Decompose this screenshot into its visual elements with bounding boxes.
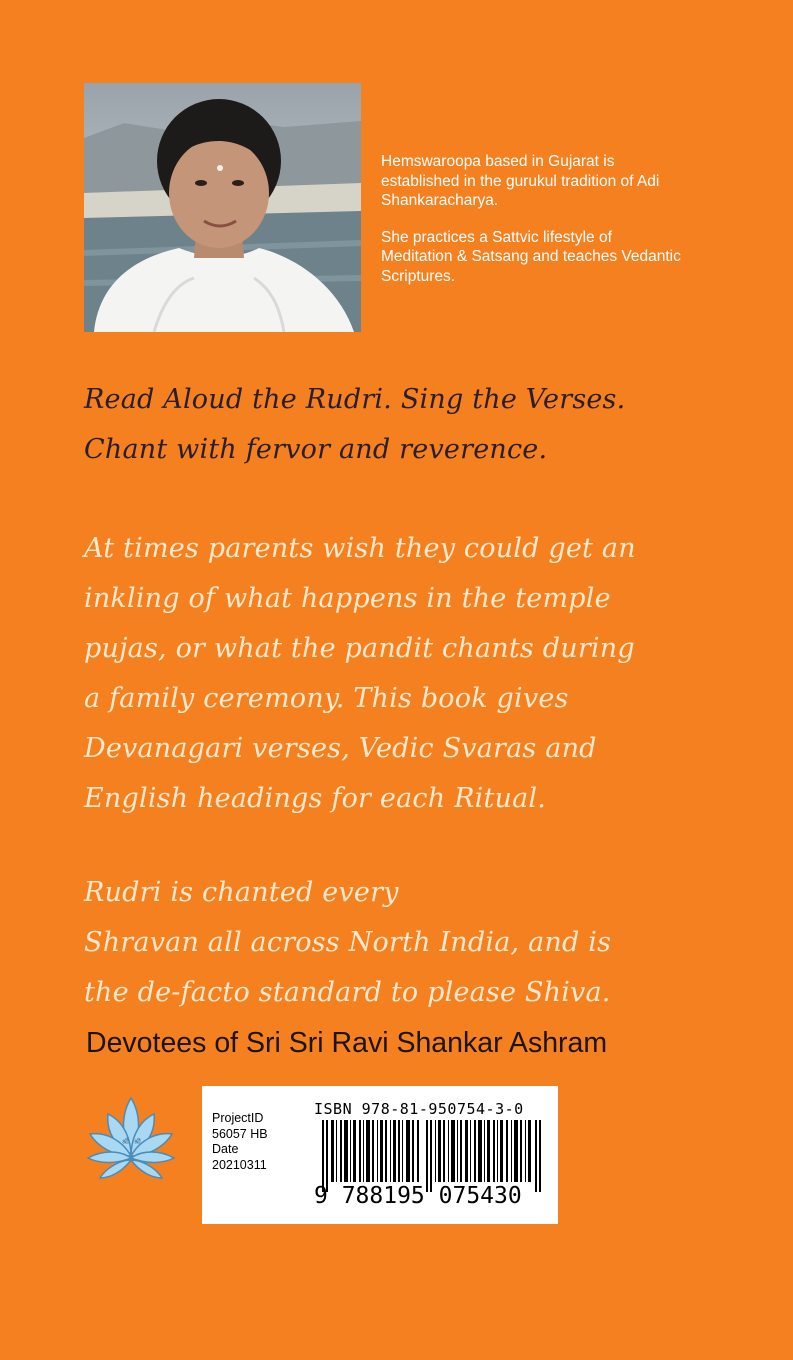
bio-paragraph-2: She practices a Sattvic lifestyle of Meditation & Satsang and teaches Vedantic Scriptures. <box>381 228 681 285</box>
date-value: 20210311 <box>212 1157 267 1172</box>
barcode-bars <box>322 1120 548 1192</box>
rudri-line-1: Rudri is chanted every <box>84 877 399 908</box>
svg-text:श्री: श्री <box>134 1138 141 1146</box>
tagline-line-2: Chant with fervor and reverence. <box>84 434 548 465</box>
isbn-digits: 9 788195 075430 <box>314 1183 522 1209</box>
lotus-icon <box>86 1092 176 1184</box>
description-line-5: Devanagari verses, Vedic Svaras and <box>84 733 597 764</box>
description-line-3: pujas, or what the pandit chants during <box>84 633 635 664</box>
project-id-label: ProjectID <box>212 1111 264 1125</box>
author-photo <box>84 83 361 332</box>
rudri-paragraph <box>84 868 611 1018</box>
rudri-line-3: the de-facto standard to please Shiva. <box>84 977 611 1008</box>
publisher-name: Devotees of Sri Sri Ravi Shankar Ashram <box>86 1027 608 1059</box>
project-id-value: 56057 HB <box>212 1126 268 1141</box>
tagline <box>84 375 625 475</box>
project-info <box>212 1111 268 1173</box>
description <box>84 524 636 824</box>
rudri-line-2: Shravan all across North India, and is <box>84 927 612 958</box>
isbn-text: ISBN 978-81-950754-3-0 <box>314 1100 524 1118</box>
svg-text:श्री: श्री <box>122 1138 129 1146</box>
author-bio <box>381 152 681 303</box>
description-line-1: At times parents wish they could get an <box>84 533 636 564</box>
description-line-6: English headings for each Ritual. <box>84 783 547 814</box>
tagline-line-1: Read Aloud the Rudri. Sing the Verses. <box>84 384 626 415</box>
barcode-label <box>202 1086 558 1224</box>
bio-paragraph-1: Hemswaroopa based in Gujarat is established in the gurukul tradition of Adi Shankaracharya. <box>381 153 660 209</box>
description-line-2: inkling of what happens in the temple <box>84 583 611 614</box>
date-label: Date <box>212 1142 239 1156</box>
description-line-4: a family ceremony. This book gives <box>84 683 569 714</box>
